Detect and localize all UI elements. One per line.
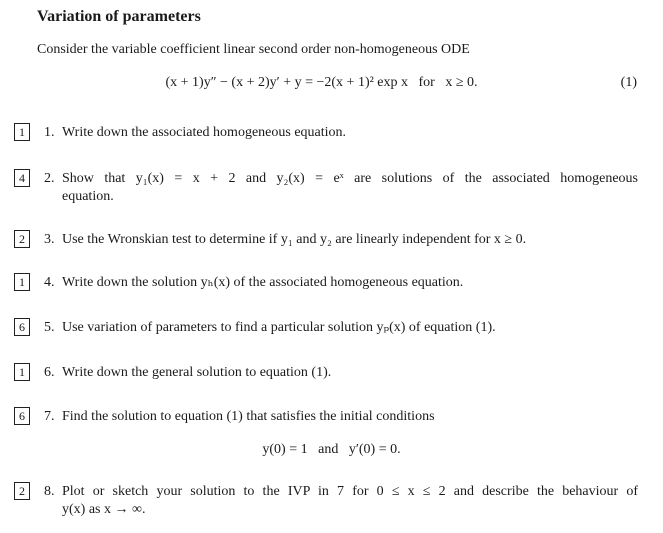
question-text: Show that y₁(x) = x + 2 and y₂(x) = eˣ are solutions of the associated homogeneous <box>62 171 638 186</box>
question-number: 6. <box>44 365 55 380</box>
question-number: 2. <box>44 171 55 186</box>
mark-box: 2 <box>14 230 30 248</box>
question-text: Write down the associated homogeneous equation. <box>62 125 347 140</box>
ode-equation: (x + 1)y″ − (x + 2)y′ + y = −2(x + 1)² exp x for x ≥ 0. <box>165 75 478 90</box>
question-number: 5. <box>44 320 55 335</box>
question-text: Write down the general solution to equation (1). <box>62 365 332 380</box>
question-item <box>44 483 644 519</box>
question-text: Plot or sketch your solution to the IVP in 7 for 0 ≤ x ≤ 2 and describe the behaviour of <box>62 484 638 499</box>
question-item <box>44 231 644 249</box>
question-text: Use variation of parameters to find a particular solution yₚ(x) of equation (1). <box>62 320 496 335</box>
question-item <box>44 408 644 426</box>
equation-number: (1) <box>620 75 637 90</box>
question-continuation: equation. <box>62 189 114 204</box>
intro-text: Consider the variable coefficient linear second order non-homogeneous ODE <box>37 42 470 57</box>
mark-box: 1 <box>14 123 30 141</box>
page-title: Variation of parameters <box>37 8 201 25</box>
question-continuation: y(x) as x → ∞. <box>62 502 146 517</box>
question-item <box>44 274 644 292</box>
mark-box: 6 <box>14 318 30 336</box>
question-number: 7. <box>44 409 55 424</box>
question-number: 1. <box>44 125 55 140</box>
mark-box: 2 <box>14 482 30 500</box>
mark-box: 1 <box>14 363 30 381</box>
mark-box: 4 <box>14 169 30 187</box>
question-text: Write down the solution yₕ(x) of the associated homogeneous equation. <box>62 275 464 290</box>
question-number: 4. <box>44 275 55 290</box>
question-item <box>44 170 644 206</box>
question-item <box>44 124 644 142</box>
question-number: 8. <box>44 484 55 499</box>
initial-conditions: y(0) = 1 and y′(0) = 0. <box>262 442 401 457</box>
question-item <box>44 364 644 382</box>
question-text: Use the Wronskian test to determine if y₁ and y₂ are linearly independent for x ≥ 0. <box>62 232 527 247</box>
question-number: 3. <box>44 232 55 247</box>
mark-box: 6 <box>14 407 30 425</box>
question-item <box>44 319 644 337</box>
question-text: Find the solution to equation (1) that satisfies the initial conditions <box>62 409 435 424</box>
mark-box: 1 <box>14 273 30 291</box>
